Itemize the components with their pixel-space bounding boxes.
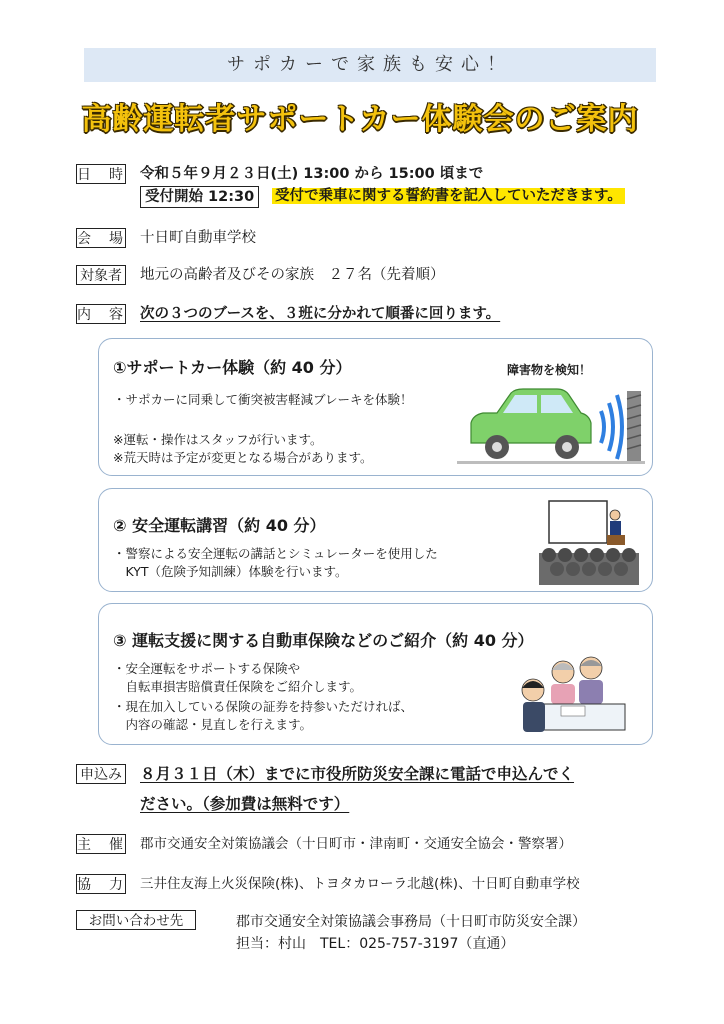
target-label: 対象者 — [76, 265, 126, 285]
target-value: 地元の高齢者及びその家族 ２７名（先着順） — [140, 267, 445, 283]
support-value: 三井住友海上火災保険(株)、トヨタカローラ北越(株)、十日町自動車学校 — [140, 876, 580, 892]
contact-office: 郡市交通安全対策協議会事務局（十日町市防災安全課） — [236, 914, 586, 930]
support-label: 協 力 — [76, 874, 126, 894]
host-label: 主 催 — [76, 834, 126, 854]
booth-2-title: ② 安全運転講習（約 40 分） — [113, 516, 326, 535]
apply-label: 申込み — [76, 764, 126, 784]
date-value: 令和５年９月２３日(土) 13:00 から 15:00 頃まで — [140, 166, 484, 182]
content-value: 次の３つのブースを、３班に分かれて順番に回ります。 — [140, 306, 501, 322]
booth-2-line-2: KYT（危険予知訓練）体験を行います。 — [113, 564, 348, 579]
reception-note — [272, 185, 625, 207]
contact-person: 担当：村山 TEL：025-757-3197（直通） — [236, 936, 515, 952]
host-value: 郡市交通安全対策協議会（十日町市・津南町・交通安全協会・警察署） — [140, 836, 572, 852]
reception-time: 受付開始 12:30 — [140, 186, 259, 208]
booth-3-line-4: 内容の確認・見直しを行えます。 — [113, 717, 313, 732]
lecture-illustration — [539, 497, 639, 585]
booth-2-line-1: ・警察による安全運転の講話とシミュレーターを使用した — [113, 546, 438, 561]
booth-3 — [98, 603, 653, 745]
booth-3-line-2: 自転車損害賠償責任保険をご紹介します。 — [113, 679, 363, 694]
booth-1 — [98, 338, 653, 476]
venue-value: 十日町自動車学校 — [140, 230, 256, 246]
booth-1-line-1: ・サポカーに同乗して衝突被害軽減ブレーキを体験！ — [113, 392, 413, 407]
booth-3-title: ③ 運転支援に関する自動車保険などのご紹介（約 40 分） — [113, 631, 534, 650]
apply-line-1: ８月３１日（木）までに市役所防災安全課に電話で申込んでく — [140, 765, 575, 783]
page-title: 高齢運転者サポートカー体験会のご案内 — [81, 102, 639, 137]
contact-label: お問い合わせ先 — [76, 910, 196, 930]
booth-1-title: ①サポートカー体験（約 40 分） — [113, 358, 352, 377]
booth-1-line-3: ※荒天時は予定が変更となる場合があります。 — [113, 450, 373, 465]
booth-3-line-3: ・現在加入している保険の証券を持参いただければ、 — [113, 699, 414, 714]
car-sensor-illustration — [457, 371, 645, 471]
apply-line-2: ださい。（参加費は無料です） — [140, 795, 350, 813]
booth-3-line-1: ・安全運転をサポートする保険や — [113, 661, 301, 676]
banner: サポカーで家族も安心！ — [84, 48, 656, 82]
booth-2 — [98, 488, 653, 592]
booth-1-line-2: ※運転・操作はスタッフが行います。 — [113, 432, 323, 447]
date-label: 日 時 — [76, 164, 126, 184]
venue-label: 会 場 — [76, 228, 126, 248]
consultation-illustration — [521, 652, 631, 736]
booth-1-callout: 障害物を検知！ — [507, 363, 592, 377]
content-label: 内 容 — [76, 304, 126, 324]
reception-note-text: 受付で乗車に関する誓約書を記入していただきます。 — [272, 188, 625, 204]
